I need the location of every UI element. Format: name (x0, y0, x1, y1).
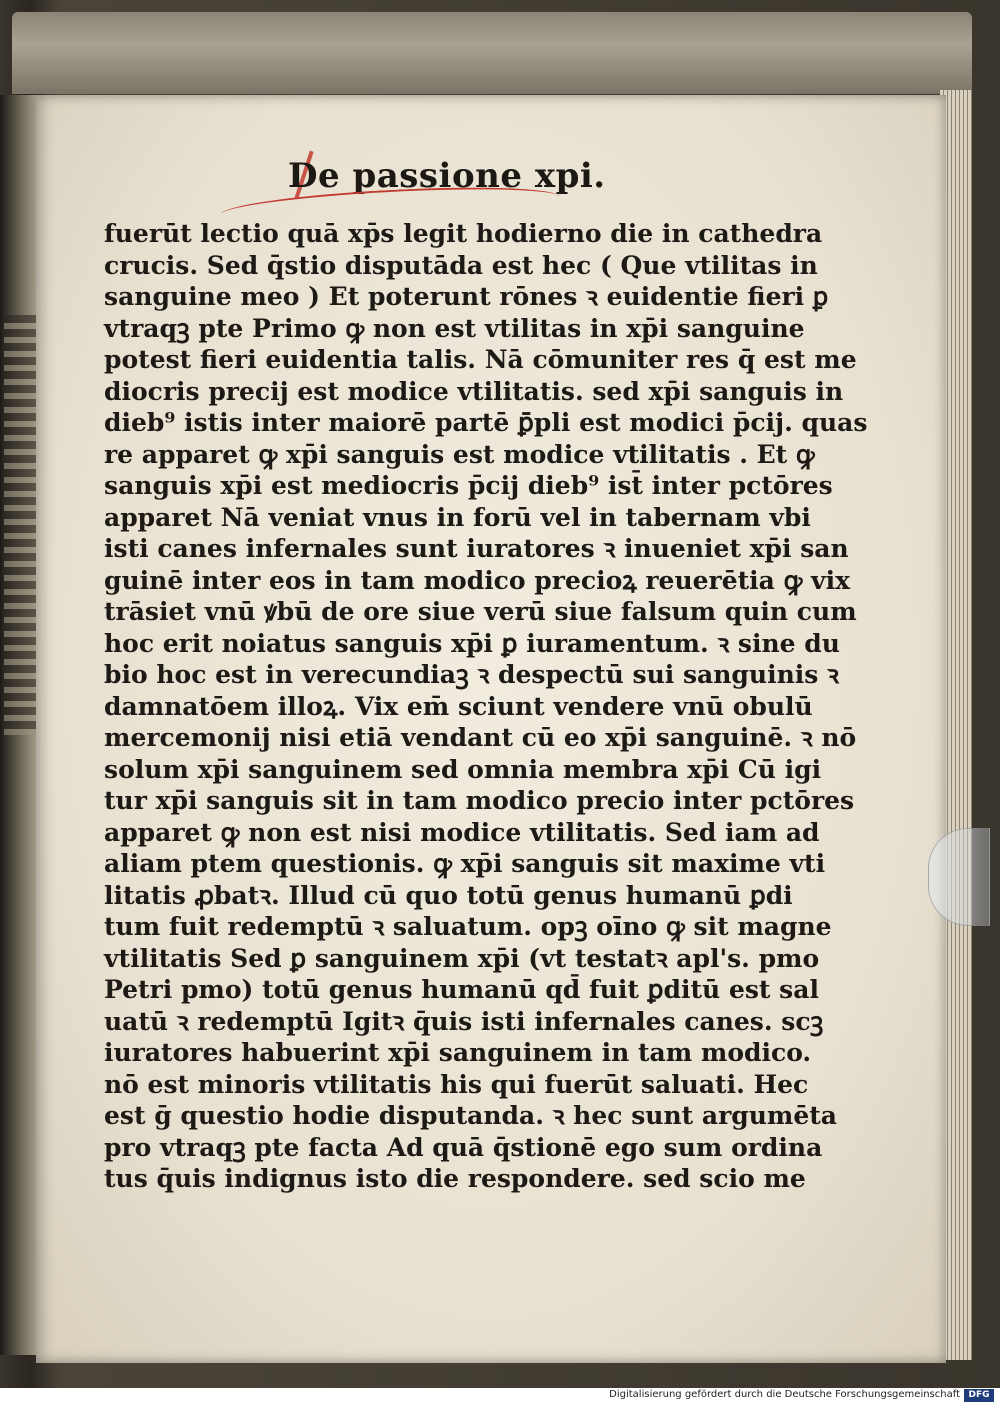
text-line: est ḡ questio hodie disputanda. ꝛ hec sunt argumēta (104, 1101, 838, 1130)
text-line: Petri pmo) totū genus humanū qd̄ fuit ꝑditū est sal (104, 975, 819, 1004)
text-line: tum fuit redemptū ꝛ saluatum. opꝫ oīno ꝙ sit magne (104, 912, 832, 941)
text-line: apparet ꝙ non est nisi modice vtilitatis. Sed iam ad (104, 817, 820, 847)
text-line: vtilitatis Sed ꝑ sanguinem xp̄i (vt testatꝛ apl's. pmo (104, 943, 820, 973)
text-line: pro vtraqꝫ pte facta Ad quā q̄stionē ego sum ordina (104, 1132, 823, 1162)
text-line: mercemonij nisi etiā vendant cū eo xp̄i sanguinē. ꝛ nō (104, 723, 857, 752)
text-line: isti canes infernales sunt iuratores ꝛ inueniet xp̄i san (104, 534, 849, 563)
text-line: trāsiet vnū ꝟbū de ore siue verū siue falsum quin cum (104, 597, 857, 626)
text-line: sanguis xp̄i est mediocris p̄cij dieb⁹ ist̄ inter pctōres (104, 471, 833, 500)
left-page-edge (0, 95, 40, 1355)
text-line: tus q̄uis indignus isto die respondere. sed scio me (104, 1164, 806, 1193)
text-line: nō est minoris vtilitatis his qui fuerūt saluati. Hec (104, 1069, 809, 1099)
book-top-edge (12, 12, 972, 94)
page-heading: De passione xpi. (288, 156, 606, 196)
page-holder-clip (928, 828, 990, 926)
text-line: guinē inter eos in tam modico precioꝝ reuerētia ꝙ vix (104, 565, 850, 595)
text-line: re apparet ꝙ xp̄i sanguis est modice vtilitatis . Et ꝙ (104, 439, 815, 469)
body-text (104, 218, 868, 1195)
text-line: bio hoc est in verecundiaꝫ ꝛ despectū sui sanguinis ꝛ (104, 660, 839, 689)
text-line: litatis ꝓbatꝛ. Illud cū quo totū genus humanū ꝑdi (104, 880, 793, 910)
text-line: hoc erit noiatus sanguis xp̄i ꝑ iuramentum. ꝛ sine du (104, 628, 840, 658)
dfg-logo: DFG (964, 1389, 994, 1402)
text-line: damnatōem illoꝝ. Vix em̄ sciunt vendere vnū obulū (104, 691, 813, 721)
text-line: sanguine meo ) Et poterunt rōnes ꝛ euidentie fieri ꝑ (104, 282, 829, 311)
text-line: iuratores habuerint xp̄i sanguinem in tam modico. (104, 1038, 812, 1067)
text-line: apparet Nā veniat vnus in forū vel in tabernam vbi (104, 502, 811, 532)
text-line: vtraqꝫ pte Primo ꝙ non est vtilitas in xp̄i sanguine (104, 313, 805, 343)
funding-notice: Digitalisierung gefördert durch die Deutsche Forschungsgemeinschaft (609, 1389, 960, 1400)
text-line: fuerūt lectio quā xp̄s legit hodierno die in cathedra (104, 219, 823, 248)
text-line: crucis. Sed q̄stio disputāda est hec ( Que vtilitas in (104, 250, 818, 280)
text-line: diocris precij est modice vtilitatis. sed xp̄i sanguis in (104, 376, 844, 406)
text-line: dieb⁹ istis inter maiorē partē ꝑ̄pli est modici p̄cij. quas (104, 408, 868, 437)
text-line: tur xp̄i sanguis sit in tam modico precio inter pctōres (104, 786, 855, 815)
text-line: solum xp̄i sanguinem sed omnia membra xp̄i Cū igi (104, 754, 822, 784)
text-line: potest fieri euidentia talis. Nā cōmuniter res q̄ est me (104, 345, 857, 374)
text-line: uatū ꝛ redemptū Igitꝛ q̄uis isti infernales canes. scꝫ (104, 1006, 824, 1036)
left-page-text-fragment (4, 315, 36, 735)
text-line: aliam ptem questionis. ꝙ xp̄i sanguis sit maxime vti (104, 849, 826, 878)
